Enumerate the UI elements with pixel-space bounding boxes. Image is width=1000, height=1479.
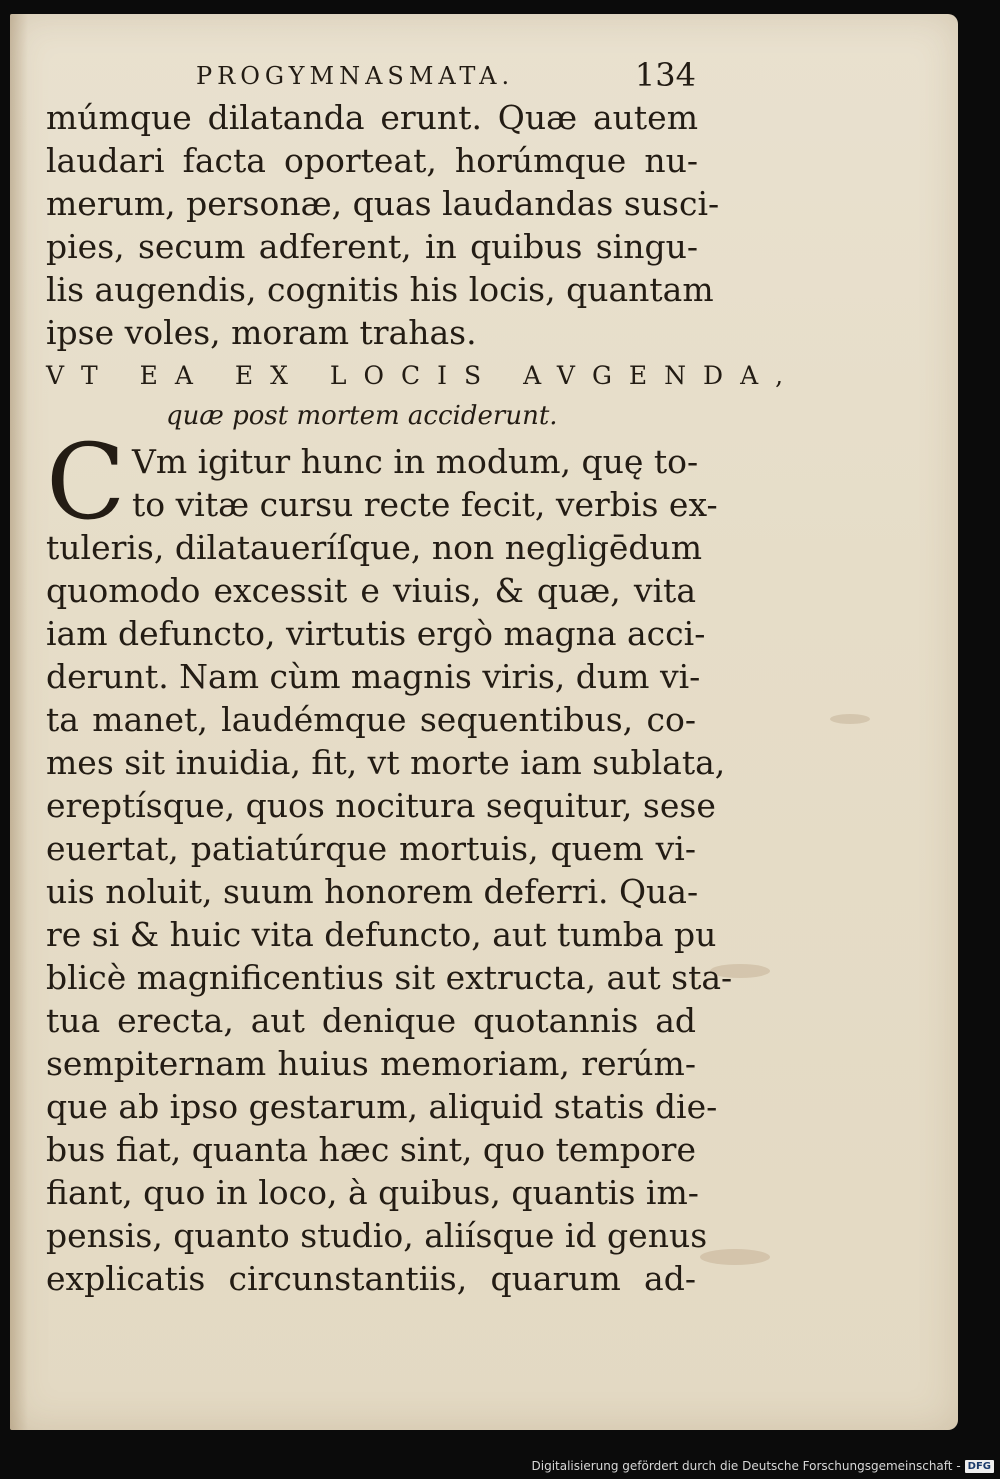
text-line: to vitæ cursu recte fecit, verbis ex- xyxy=(132,485,718,524)
book-page xyxy=(10,14,958,1430)
page-number: 134 xyxy=(634,56,696,94)
text-line: iam defuncto, virtutis ergò magna acci- xyxy=(46,614,706,653)
chapter-paragraph xyxy=(46,421,733,1300)
text-line: Vm igitur hunc in modum, quę to- xyxy=(132,442,699,481)
chapter-body xyxy=(46,526,733,1300)
text-line: pensis, quanto studio, aliísque id genus xyxy=(46,1216,708,1255)
text-line: laudari facta oporteat, horúmque nu- xyxy=(46,141,698,180)
paper-stain xyxy=(830,714,870,724)
text-line: euertat, patiatúrque mortuis, quem vi- xyxy=(46,829,696,868)
text-line: fiant, quo in loco, à quibus, quantis im- xyxy=(46,1173,699,1212)
running-title: PROGYMNASMATA. xyxy=(196,62,515,90)
running-head xyxy=(46,56,706,96)
text-line: ereptísque, quos nocitura sequitur, sese xyxy=(46,786,716,825)
text-line: sempiternam huius memoriam, rerúm- xyxy=(46,1044,696,1083)
intro-paragraph xyxy=(46,96,720,354)
text-block xyxy=(46,56,801,1300)
dfg-logo-icon: DFG xyxy=(965,1460,994,1473)
text-line: lis augendis, cognitis his locis, quantam xyxy=(46,270,714,309)
drop-initial: C xyxy=(46,421,126,543)
text-line: re si & huic vita defuncto, aut tumba pu xyxy=(46,915,717,954)
text-line: mes sit inuidia, fit, vt morte iam sublata, xyxy=(46,743,726,782)
text-line: uis noluit, suum honorem deferri. Qua- xyxy=(46,872,699,911)
section-subheading: quæ post mortem acciderunt. xyxy=(166,401,558,431)
text-line: ta manet, laudémque sequentibus, co- xyxy=(46,700,696,739)
paper-stain xyxy=(700,1249,770,1265)
text-line: tua erecta, aut denique quotannis ad xyxy=(46,1001,696,1040)
text-line: que ab ipso gestarum, aliquid statis die- xyxy=(46,1087,718,1126)
text-line: merum, personæ, quas laudandas susci- xyxy=(46,184,720,223)
text-line: múmque dilatanda erunt. Quæ autem xyxy=(46,98,698,137)
text-line: bus fiat, quanta hæc sint, quo tempore xyxy=(46,1130,696,1169)
text-line: explicatis circunstantiis, quarum ad- xyxy=(46,1259,696,1298)
text-line: tuleris, dilataueríſque, non negligēdum xyxy=(46,528,703,567)
text-line: pies, secum adferent, in quibus singu- xyxy=(46,227,698,266)
text-line: derunt. Nam cùm magnis viris, dum vi- xyxy=(46,657,701,696)
text-line: quomodo excessit e viuis, & quæ, vita xyxy=(46,571,696,610)
text-line: ipse voles, moram trahas. xyxy=(46,313,477,352)
funding-credit: Digitalisierung gefördert durch die Deutsche Forschungsgemeinschaft - xyxy=(531,1459,961,1473)
text-line: blicè magnificentius sit extructa, aut sta- xyxy=(46,958,733,997)
section-heading: VT EA EX LOCIS AVGENDA, xyxy=(46,361,801,390)
digitization-footer xyxy=(532,1457,995,1475)
